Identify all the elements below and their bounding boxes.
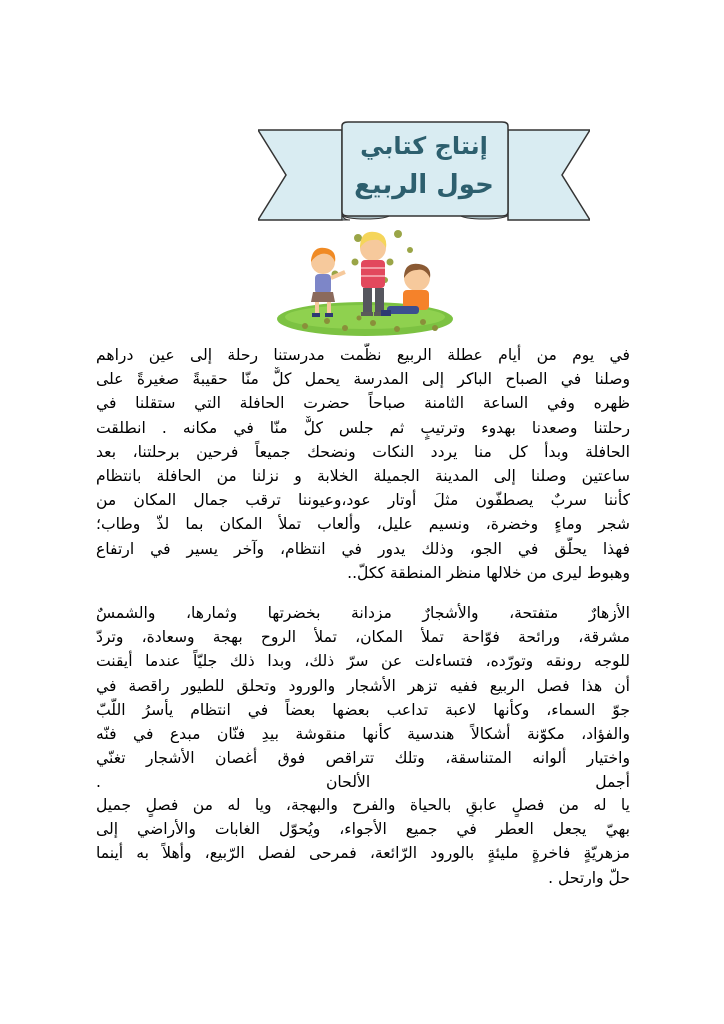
- paragraph-3: [96, 793, 630, 890]
- paragraph-line: أن هذا فصل الربيع ففيه تزهر الأشجار والورود وتحلق للطيور راقصة في: [96, 676, 630, 695]
- children-playing-illustration: [275, 222, 455, 342]
- paragraph-line: يا له من فصلٍ عابقٍ بالحياة والفرح والبهجة، ويا له من فصلٍ جميل: [96, 796, 630, 814]
- paragraph-line: شجر وماءٍ وخضرة، ونسيم عليل، وألعاب تملأ المكان بما لذّ وطاب؛: [96, 515, 630, 534]
- paragraph-line: حلّ وارتحل .: [548, 868, 630, 887]
- paragraph-line: وهبوط ليرى من خلالها منظر المنطقة ككلّ..: [347, 563, 630, 582]
- paragraph-line: كأننا سربٌ يصطفّون مثلَ أوتار عود،وعيوننا ترقب جمال المكان من: [96, 491, 630, 510]
- banner-title-line2: حول الربيع: [354, 170, 494, 200]
- paragraph-line: أجمل الألحان .: [96, 773, 630, 792]
- paragraph-line: والفؤاد، مكوّنة أشكالاً هندسية كأنها منقوشة بيدِ فنّان مبدع في فنّه: [96, 724, 630, 743]
- paragraph-line: رحلتنا وصعدنا بهدوء وترتيبٍ ثم جلس كلٌّ منّا في مكانه . انطلقت: [96, 418, 630, 437]
- paragraph-line: جوّ السماء، وكأنها لاعبة تداعب بعضها بعضاً في انتظام يأسرُ اللّبّ: [96, 700, 630, 719]
- paragraph-line: بهيّ يجعل العطر في جميع الأجواء، ويُحوّل الغابات والأراضي إلى: [96, 820, 630, 839]
- paragraph-line: ساعتين وصلنا إلى المدينة الجميلة الخلابة و نزلنا من الحافلة بانتظام: [96, 466, 630, 485]
- paragraph-line: ظهره وفي الساعة الثامنة صباحاً حضرت الحافلة التي ستقلنا في: [96, 394, 630, 413]
- paragraph-line: مزهريّةٍ فاخرةٍ مليئةٍ بالورود الرّائعة، فمرحى لفصل الرّبيع، وأهلاً به أينما: [96, 844, 630, 863]
- banner-title-line1: إنتاج كتابي: [360, 132, 488, 160]
- title-banner: [258, 120, 590, 228]
- banner-right-tail: [508, 130, 590, 220]
- banner-left-tail: [258, 130, 342, 220]
- paragraph-line: للوجه رونقه وتورّده، فتساءلت عن سرّ ذلك، وبدا ذلك جليّاً عندما أيقنت: [96, 652, 630, 671]
- paragraph-line: وصلنا في الصباح الباكر إلى المدرسة يحمل كلٌّ منّا حقيبةً صغيرةً على: [96, 370, 630, 389]
- paragraph-line: فهذا يحلّق في الجو، وذلك يدور في انتظام، وآخر يسير في ارتفاع: [96, 539, 630, 558]
- paragraph-line: في يوم من أيام عطلة الربيع نظّمت مدرستنا رحلة إلى عين دراهم: [96, 346, 630, 364]
- children-playing-in-spring-icon: [275, 222, 455, 342]
- paragraph-line: الحافلة وبدأ كل منا يردد النكات ونضحك جميعاً فرحين برحلتنا، بعد: [96, 442, 630, 461]
- paragraph-2: [96, 601, 630, 795]
- paragraph-1: [96, 343, 630, 585]
- paragraph-line: مشرقة، ورائحة فوّاحة تملأ المكان، تملأ الروح بهجة وسعادة، وتردّ: [96, 628, 630, 647]
- paragraph-line: واختيار ألوانه المتناسقة، وتلك تتراقص فوق أغصان الأشجار تغنّي: [96, 749, 630, 768]
- boy-right-figure: [381, 264, 430, 316]
- paragraph-line: الأزهارٌ متفتحة، والأشجارٌ مزدانة بخضرتها وثمارها، والشمسٌ: [96, 604, 630, 622]
